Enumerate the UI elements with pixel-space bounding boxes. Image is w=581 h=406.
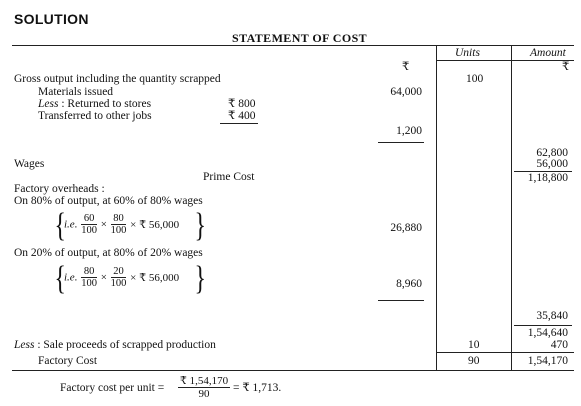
wages-value: 56,000 (536, 158, 568, 170)
factory-cost-top-rule (436, 352, 574, 353)
amount-header: Amount (530, 47, 566, 59)
less-scrap-label (14, 339, 216, 352)
calc2-tail: × ₹ 56,000 (130, 272, 180, 284)
scrap-value: 470 (550, 339, 568, 351)
header-underline (436, 60, 574, 61)
factory-cost-value: 1,54,170 (527, 355, 568, 367)
calc2-left-brace: { (54, 260, 66, 297)
working-rule-2 (378, 300, 424, 301)
amount-column-left-rule (511, 45, 512, 371)
calc1-fraction-2 (111, 213, 127, 236)
less-scrap-word: Less (14, 339, 35, 351)
calc1-fraction-1 (81, 213, 97, 236)
calc1-right-brace: } (194, 207, 206, 244)
less-word: Less (38, 98, 59, 110)
table-bottom-rule (12, 370, 574, 371)
calc2-num-2: 20 (111, 266, 127, 278)
prime-cost-label: Prime Cost (203, 171, 255, 183)
calc2-fraction-1 (81, 266, 97, 289)
factory-cost-label: Factory Cost (38, 355, 98, 367)
subtotal-value: 1,54,640 (527, 327, 568, 339)
calc1-den-1: 100 (81, 225, 97, 236)
returned-to-stores-text: : Returned to stores (58, 98, 152, 110)
transferred-value: ₹ 400 (228, 110, 256, 122)
materials-issued-label: Materials issued (38, 86, 114, 98)
calc1-num-1: 60 (81, 213, 97, 225)
per-unit-result: = ₹ 1,713. (233, 382, 282, 394)
units-column-left-rule (436, 45, 437, 371)
sale-proceeds-text: : Sale proceeds of scrapped production (34, 339, 216, 351)
overheads-20-value: 8,960 (396, 278, 422, 290)
transferred-underline (220, 123, 258, 124)
amount-62800: 62,800 (536, 147, 568, 159)
solution-heading: SOLUTION (14, 11, 89, 27)
calc2-den-1: 100 (81, 278, 97, 289)
calc2-times: × (100, 271, 107, 284)
factory-overheads-label: Factory overheads : (14, 183, 105, 195)
gross-output-units: 100 (466, 73, 484, 85)
prime-cost-value: 1,18,800 (527, 172, 568, 184)
calc1-den-2: 100 (110, 225, 127, 236)
rupee-symbol-working: ₹ (402, 61, 410, 73)
per-unit-label: Factory cost per unit = (60, 382, 165, 394)
scrap-units: 10 (468, 339, 480, 351)
table-top-rule (12, 45, 574, 46)
overheads-20-label: On 20% of output, at 80% of 20% wages (14, 247, 203, 259)
wages-label: Wages (14, 158, 45, 170)
calc1-times: × (100, 218, 107, 231)
subtotal-1200: 1,200 (396, 125, 422, 137)
returned-value: ₹ 800 (228, 98, 256, 110)
overheads-80-label: On 80% of output, at 60% of 80% wages (14, 195, 203, 207)
calc2-ie: i.e. (64, 271, 78, 284)
per-unit-numerator: ₹ 1,54,170 (179, 375, 229, 387)
per-unit-fraction (178, 375, 230, 400)
overheads-80-value: 26,880 (390, 222, 422, 234)
factory-cost-units: 90 (468, 355, 480, 367)
units-header: Units (455, 47, 480, 59)
materials-issued-value: 64,000 (390, 86, 422, 98)
calc2-right-brace: } (194, 260, 206, 297)
calc1-tail: × ₹ 56,000 (130, 219, 180, 231)
per-unit-denominator: 90 (198, 388, 210, 400)
rupee-symbol-amount: ₹ (562, 61, 570, 73)
calc2-num-1: 80 (81, 266, 97, 278)
working-rule-1 (378, 142, 424, 143)
overheads-total-value: 35,840 (536, 310, 568, 322)
calc1-ie: i.e. (64, 218, 78, 231)
calc2-expression (64, 266, 179, 289)
calc1-left-brace: { (54, 207, 66, 244)
subtotal-rule (514, 325, 572, 326)
calc1-num-2: 80 (111, 213, 127, 225)
transferred-label: Transferred to other jobs (38, 110, 152, 122)
gross-output-label: Gross output including the quantity scrapped (14, 73, 221, 85)
statement-title: STATEMENT OF COST (232, 31, 368, 45)
calc2-fraction-2 (111, 266, 127, 289)
calc1-expression (64, 213, 179, 236)
calc2-den-2: 100 (110, 278, 127, 289)
